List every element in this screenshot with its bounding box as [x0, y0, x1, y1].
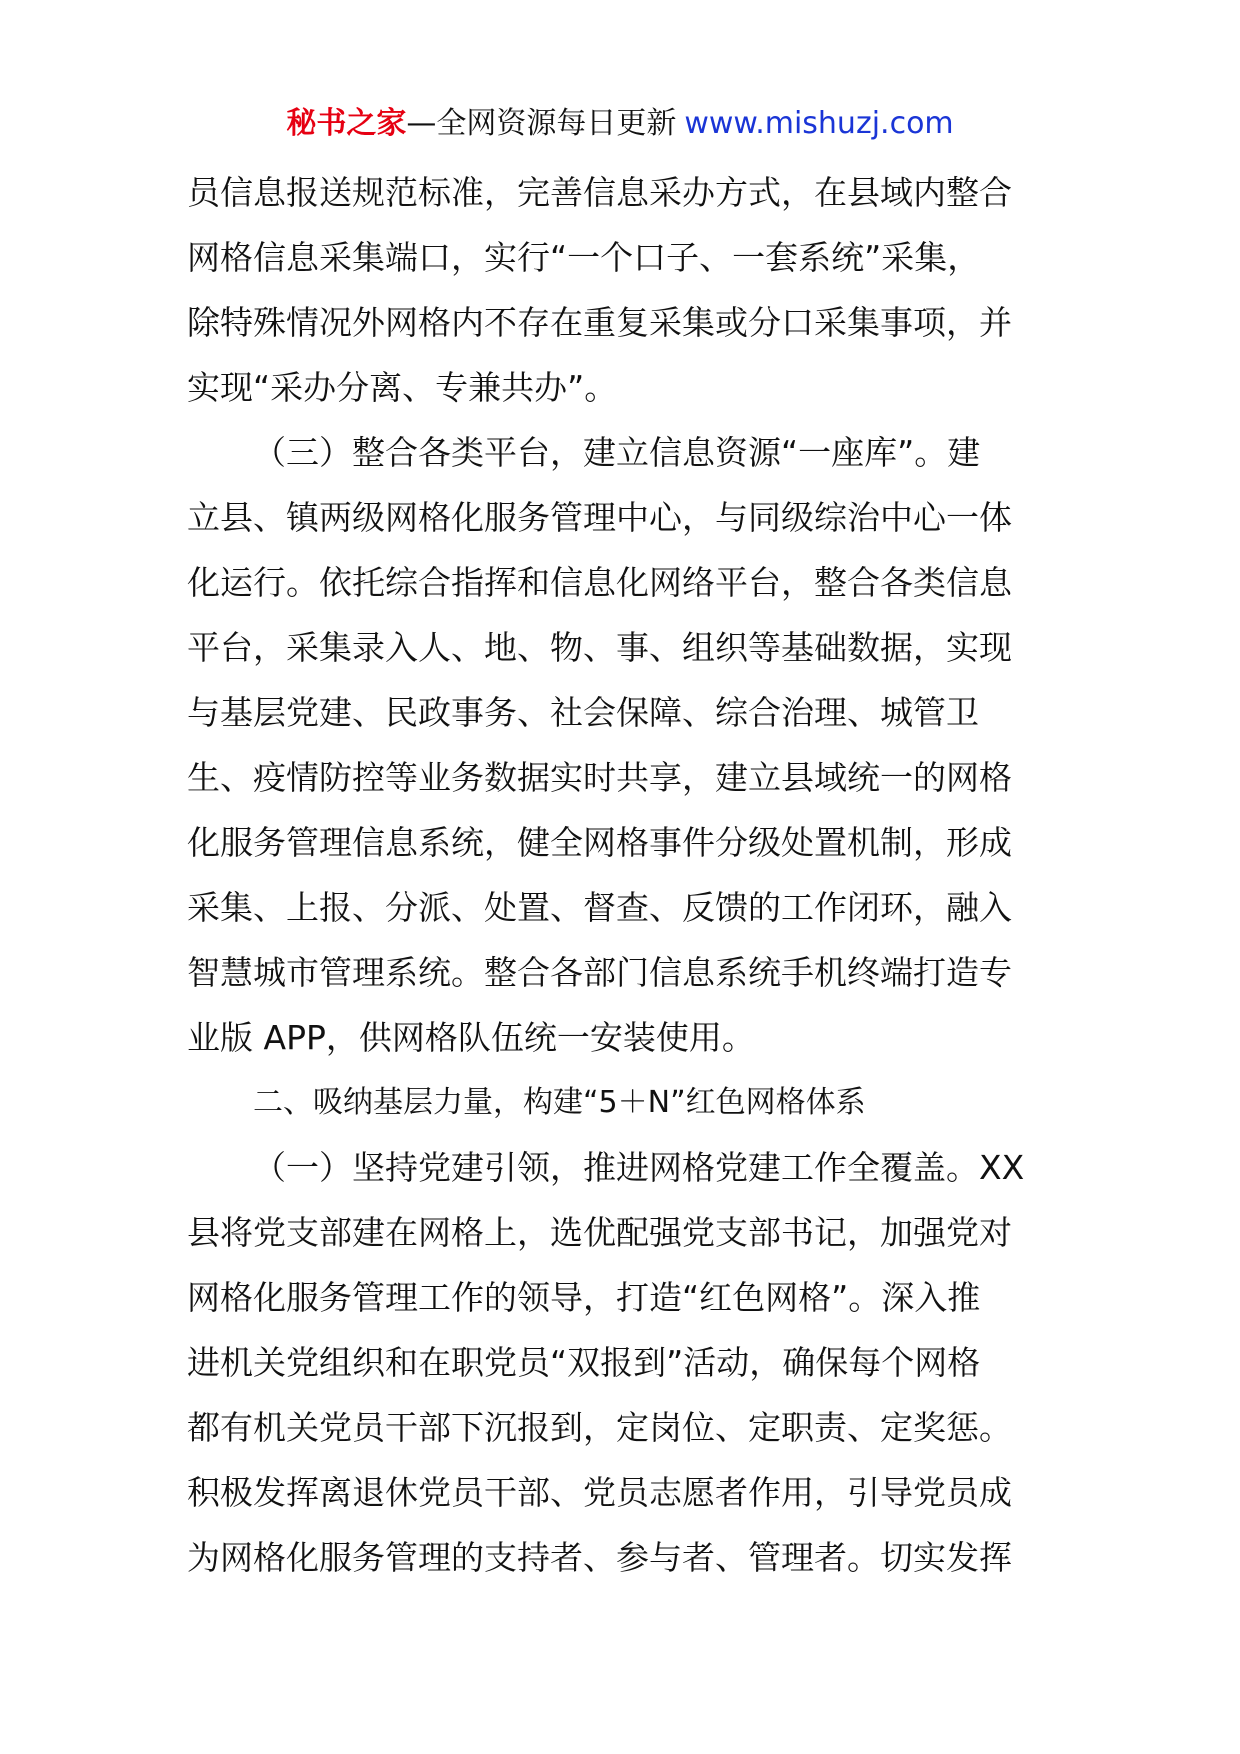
text-line: 积极发挥离退休党员干部、党员志愿者作用，引导党员成	[187, 1473, 1012, 1512]
text-line: 采集、上报、分派、处置、督查、反馈的工作闭环，融入	[187, 888, 1012, 927]
text-line: 立县、镇两级网格化服务管理中心，与同级综治中心一体	[187, 498, 1012, 537]
text-line: 与基层党建、民政事务、社会保障、综合治理、城管卫	[187, 693, 979, 732]
text-line: 实现“采办分离、专兼共办”。	[187, 368, 618, 407]
text-line: 业版 APP，供网格队伍统一安装使用。	[187, 1018, 755, 1057]
text-line: 生、疫情防控等业务数据实时共享，建立县域统一的网格	[187, 758, 1012, 797]
site-url-link[interactable]: www.mishuzj.com	[684, 106, 954, 141]
text-line: 智慧城市管理系统。整合各部门信息系统手机终端打造专	[187, 953, 1012, 992]
text-line: 化服务管理信息系统，健全网格事件分级处置机制，形成	[187, 823, 1012, 862]
text-line: 员信息报送规范标准，完善信息采办方式，在县域内整合	[187, 173, 1012, 212]
text-line: 除特殊情况外网格内不存在重复采集或分口采集事项，并	[187, 303, 1012, 342]
text-line: 为网格化服务管理的支持者、参与者、管理者。切实发挥	[187, 1538, 1012, 1577]
text-line: 化运行。依托综合指挥和信息化网络平台，整合各类信息	[187, 563, 1012, 602]
paragraph-start-line: （一）坚持党建引领，推进网格党建工作全覆盖。XX	[253, 1148, 1025, 1187]
text-line: 平台，采集录入人、地、物、事、组织等基础数据，实现	[187, 628, 1012, 667]
paragraph-start-line: （三）整合各类平台，建立信息资源“一座库”。建	[253, 433, 981, 472]
text-line: 都有机关党员干部下沉报到，定岗位、定职责、定奖惩。	[187, 1408, 1012, 1447]
section-heading: 二、吸纳基层力量，构建“5＋N”红色网格体系	[253, 1085, 866, 1120]
text-line: 网格信息采集端口，实行“一个口子、一套系统”采集，	[187, 238, 981, 277]
text-line: 网格化服务管理工作的领导，打造“红色网格”。深入推	[187, 1278, 981, 1317]
text-line: 进机关党组织和在职党员“双报到”活动，确保每个网格	[187, 1343, 981, 1382]
header-tagline: —全网资源每日更新	[406, 106, 677, 141]
document-body	[187, 160, 1053, 1590]
brand-name: 秘书之家	[286, 106, 407, 141]
text-line: 县将党支部建在网格上，选优配强党支部书记，加强党对	[187, 1213, 1012, 1252]
site-header	[0, 98, 1240, 150]
